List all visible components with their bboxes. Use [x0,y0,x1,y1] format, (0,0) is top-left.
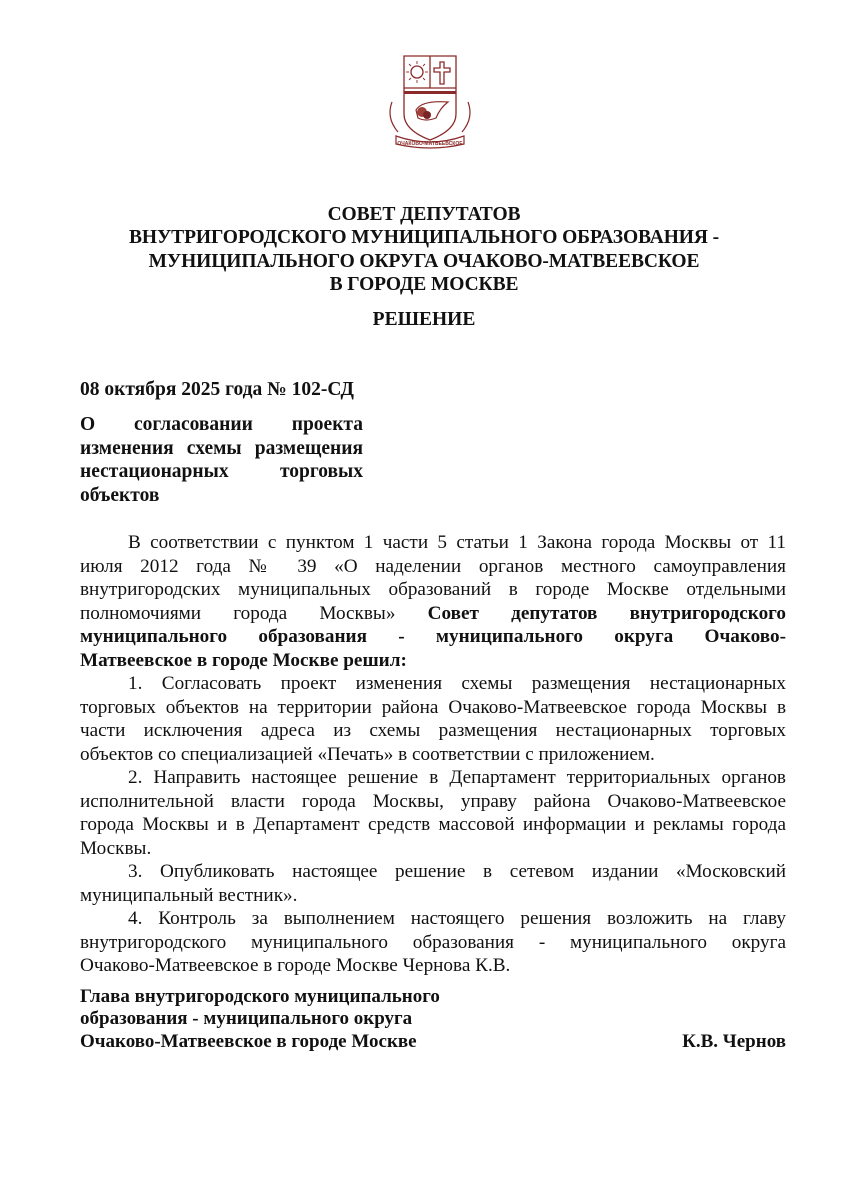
emblem-ribbon-text: ОЧАКОВО-МАТВЕЕВСКОЕ [397,141,463,147]
document-body [80,531,786,978]
item-line: исполнительной власти города Москвы, управу района Очаково-Матвеевское [80,790,786,812]
signature-block [80,986,786,1053]
subject-line: нестационарных торговых [80,461,363,482]
preamble-line: Матвеевское в городе Москве решил: [80,649,407,671]
item-line: Очаково-Матвеевское в городе Москве Чернова К.В. [80,955,511,976]
preamble-line: муниципального образования - муниципального округа Очаково- [80,626,786,647]
position-title-text: образования - муниципального округа [80,1008,413,1030]
header-line: СОВЕТ ДЕПУТАТОВ [327,204,521,225]
header-line: В ГОРОДЕ МОСКВЕ [329,274,519,296]
decision-item-4 [80,907,786,978]
document-header [60,203,788,297]
signatory-name: К.В. Чернов [682,1030,786,1052]
decision-item-2 [80,766,786,860]
preamble-line: внутригородских муниципальных образований в городе Москве отдельными [80,579,786,600]
decision-item-1 [80,672,786,766]
item-line: 4. Контроль за выполнением настоящего решения возложить на главу [128,908,786,929]
subject-line: О согласовании проекта [80,414,363,435]
item-line: 2. Направить настоящее решение в Департамент территориальных органов [128,767,786,788]
item-line: муниципальный вестник». [80,884,298,906]
header-line: ВНУТРИГОРОДСКОГО МУНИЦИПАЛЬНОГО ОБРАЗОВАНИЯ - [129,227,719,249]
position-title-text: Глава внутригородского муниципального [80,986,440,1007]
subject-line: изменения схемы размещения [80,437,363,459]
preamble-paragraph [80,531,786,672]
position-title-text: Очаково-Матвеевское в городе Москве [80,1030,417,1052]
subject-line: объектов [80,484,160,506]
coat-of-arms-emblem [382,52,478,152]
council-resolved-text: Совет депутатов внутригородского [427,602,786,624]
signature-position-line [80,1031,786,1053]
decision-subject [80,413,363,507]
item-line: 1. Согласовать проект изменения схемы размещения нестационарных [128,673,786,694]
item-line: 3. Опубликовать настоящее решение в сетевом издании «Московский [128,861,786,882]
item-line: объектов со специализацией «Печать» в соответствии с приложением. [80,743,655,765]
decision-item-3 [80,860,786,907]
coat-of-arms-icon [382,52,478,152]
signature-position-line [80,1008,786,1030]
item-line: части исключения адреса из схемы размещения нестационарных торговых [80,720,786,741]
item-line: города Москвы и в Департамент средств массовой информации и рекламы города [80,814,786,835]
date-and-number: 08 октября 2025 года № 102-СД [80,379,354,400]
document-type-title: РЕШЕНИЕ [372,309,476,330]
header-line: МУНИЦИПАЛЬНОГО ОКРУГА ОЧАКОВО-МАТВЕЕВСКОЕ [148,250,700,272]
signature-position-line [80,986,786,1008]
preamble-regular-text: полномочиями города Москвы» [80,602,396,624]
item-line: Москвы. [80,837,152,859]
item-line: внутригородского муниципального образования - муниципального округа [80,931,786,953]
preamble-line-mixed [80,602,786,626]
item-line: торговых объектов на территории района Очаково-Матвеевское города Москвы в [80,696,786,718]
preamble-line: В соответствии с пунктом 1 части 5 статьи 1 Закона города Москвы от 11 [128,532,786,553]
preamble-line: июля 2012 года № 39 «О наделении органов местного самоуправления [80,555,786,577]
